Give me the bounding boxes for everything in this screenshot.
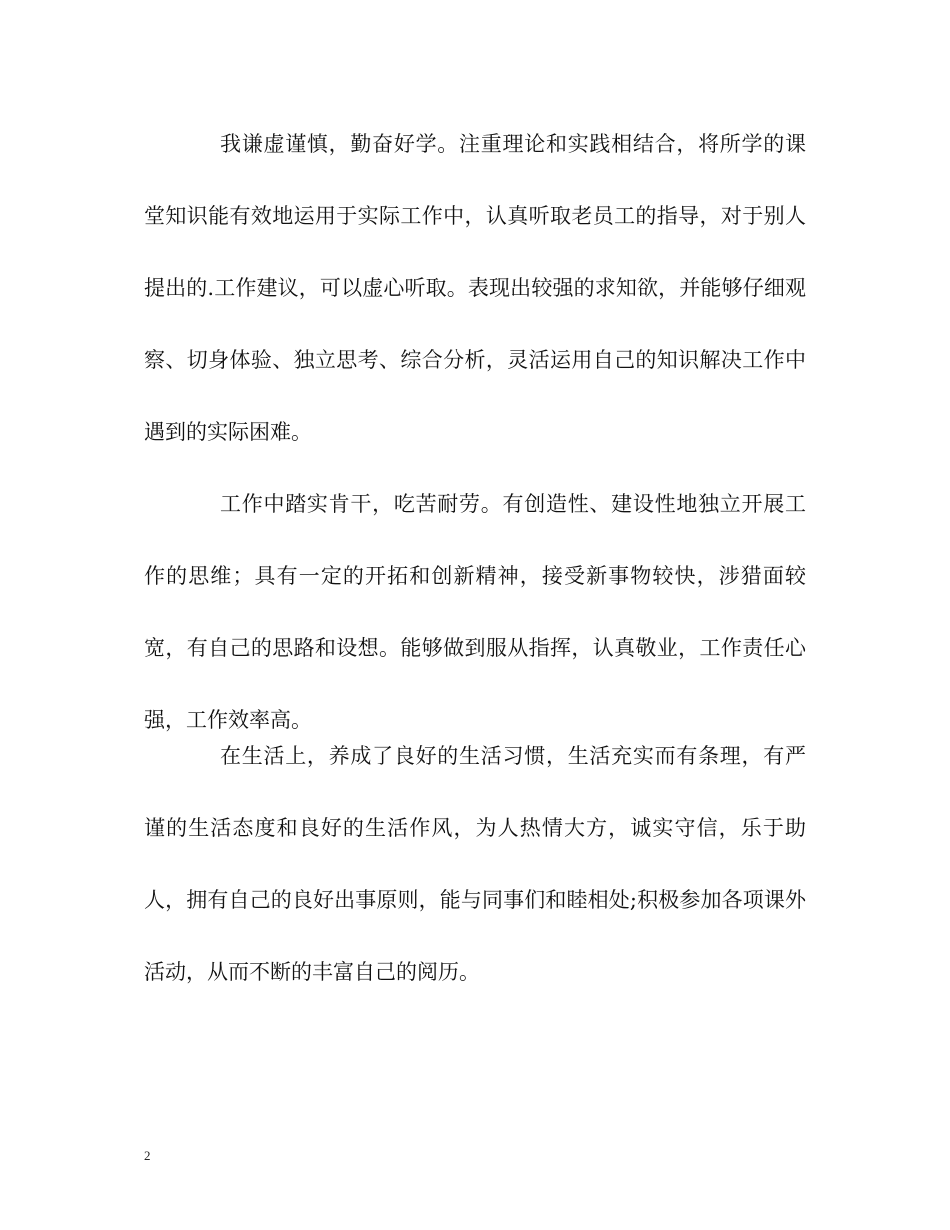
paragraph-life: 在生活上，养成了良好的生活习惯，生活充实而有条理，有严谨的生活态度和良好的生活作风，为人热情大方，诚实守信，乐于助人，拥有自己的良好出事原则，能与同事们和睦相处;积极参加各项课外活动，从而不断的丰富自己的阅历。 bbox=[144, 744, 806, 984]
paragraph-study: 我谦虚谨慎，勤奋好学。注重理论和实践相结合，将所学的课堂知识能有效地运用于实际工作中，认真听取老员工的指导，对于别人提出的.工作建议，可以虚心听取。表现出较强的求知欲，并能够仔细观察、切身体验、独立思考、综合分析，灵活运用自己的知识解决工作中遇到的实际困难。 bbox=[144, 132, 806, 444]
paragraph-work: 工作中踏实肯干，吃苦耐劳。有创造性、建设性地独立开展工作的思维；具有一定的开拓和创新精神，接受新事物较快，涉猎面较宽，有自己的思路和设想。能够做到服从指挥，认真敬业，工作责任心强，工作效率高。 bbox=[144, 492, 806, 732]
page-number: 2 bbox=[144, 1148, 151, 1163]
